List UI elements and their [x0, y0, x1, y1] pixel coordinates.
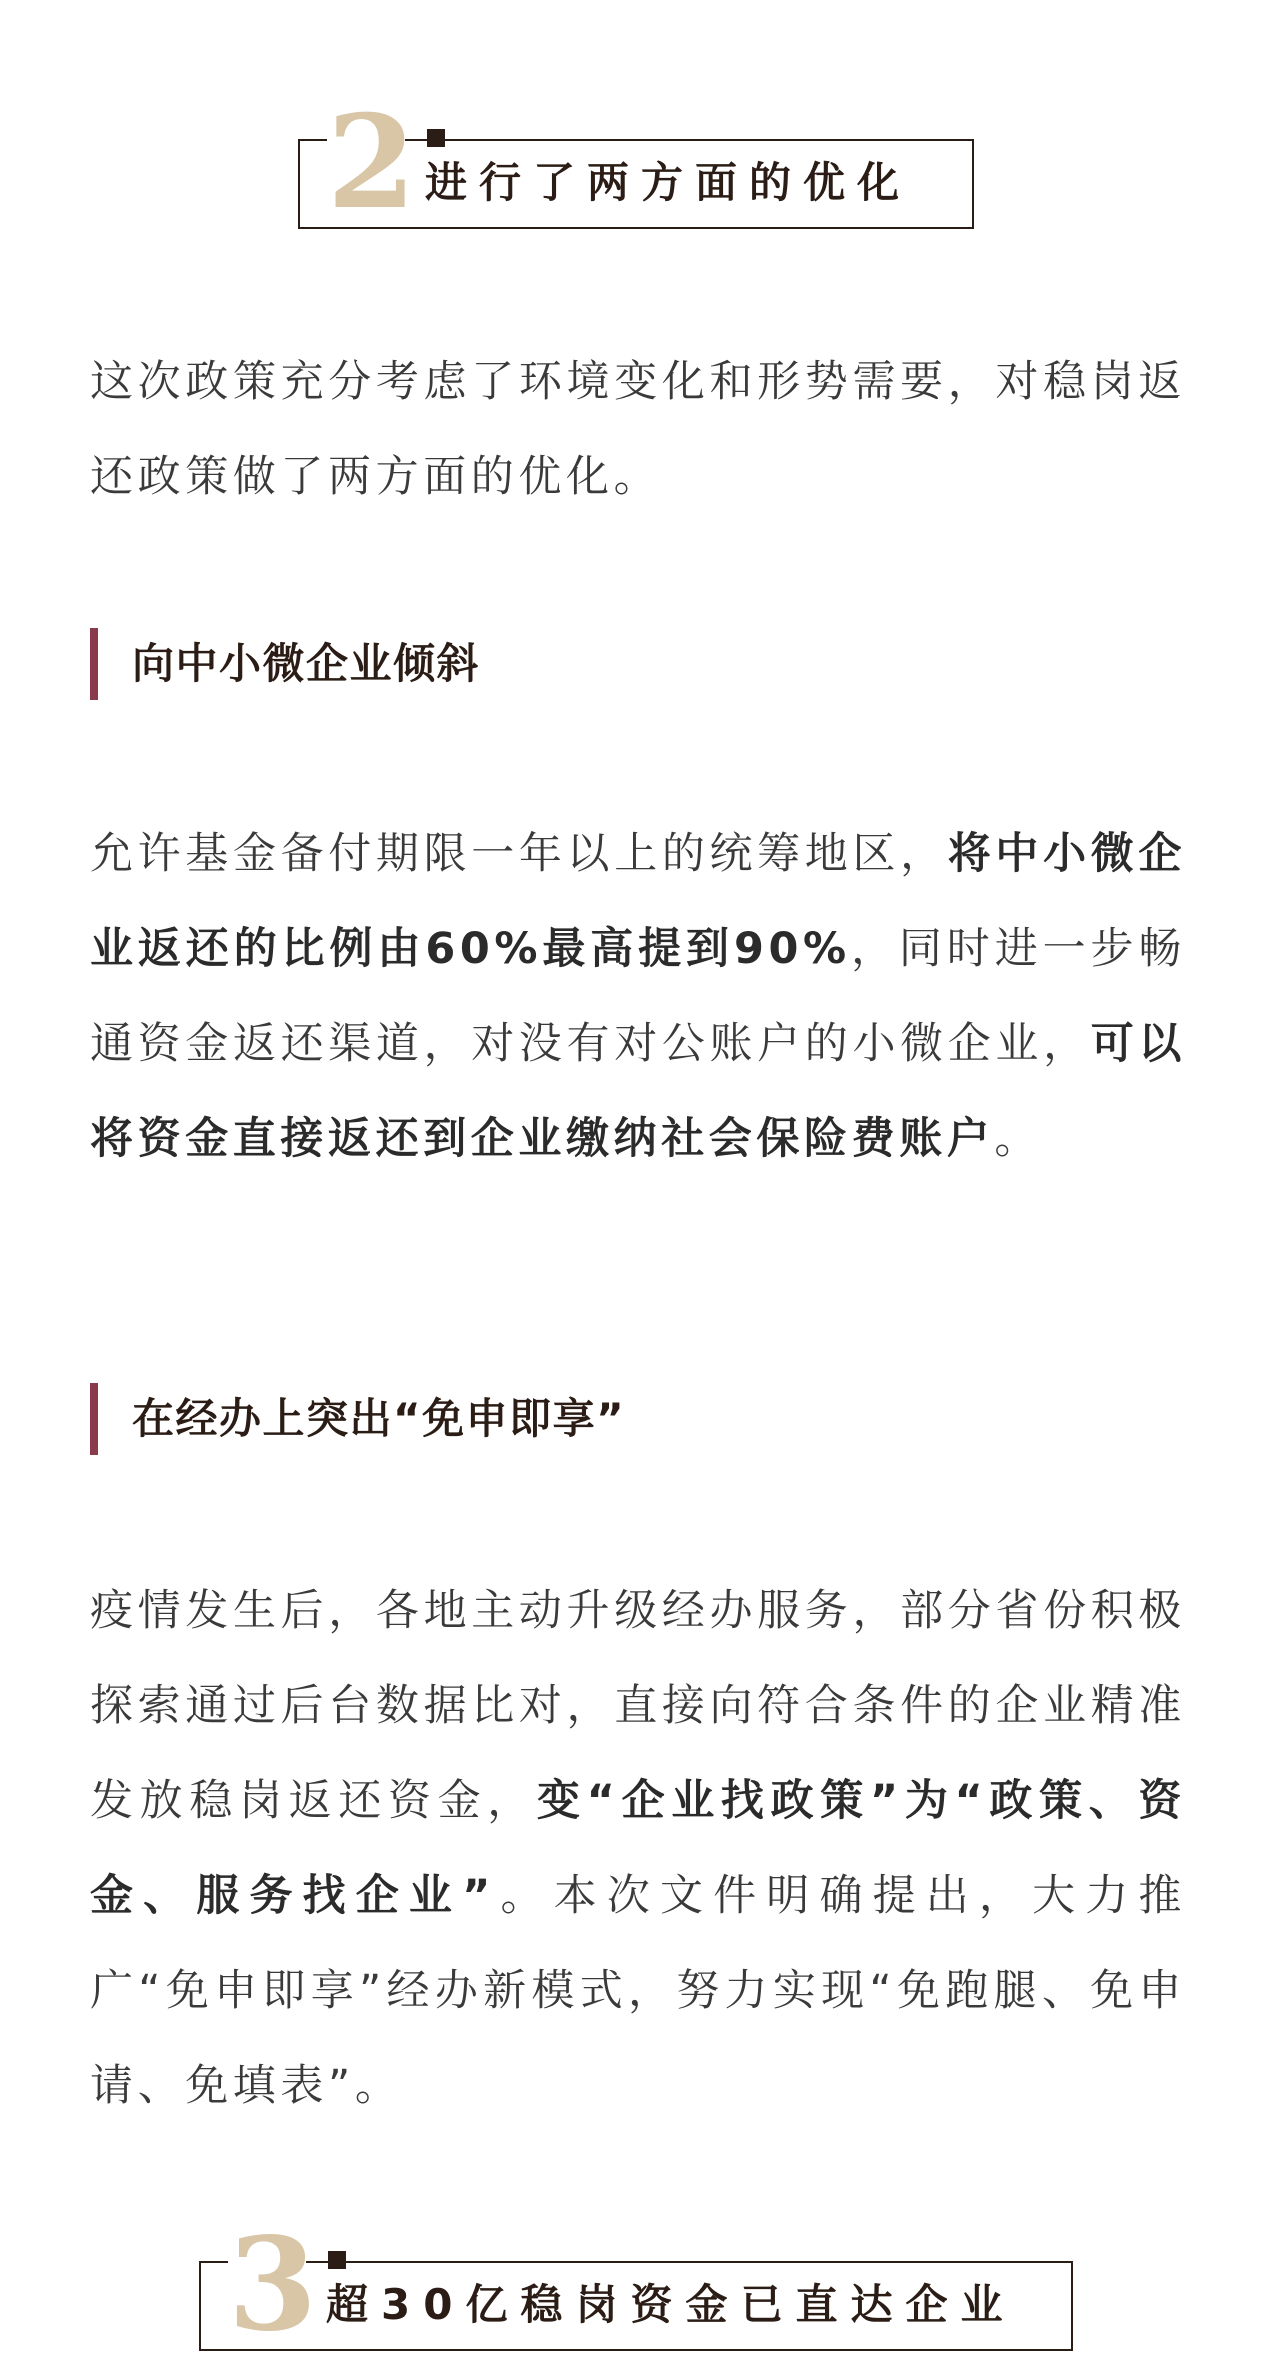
small-business-bold-2: 可以将资金直接返还到企业缴纳社会保险费账户 [90, 1019, 1186, 1164]
intro-paragraph: 这次政策充分考虑了环境变化和形势需要，对稳岗返还政策做了两方面的优化。 [90, 357, 1186, 502]
subheading-exempt-application [90, 1383, 1090, 1455]
header-square-marker [328, 2251, 346, 2269]
section-2-header [298, 88, 974, 238]
section-2-number: 2 [327, 88, 417, 238]
small-business-text-2: ，同时进一步畅通资金返还渠道，对没有对公账户的小微企业， [90, 924, 1187, 1069]
subheading-small-business [90, 628, 1090, 700]
section-3-title: 超30亿稳岗资金已直达企业 [326, 2280, 1016, 2329]
exempt-text-2: 。本次文件明确提出，大力推广“免申即享”经办新模式，努力实现“免跑腿、免申请、免填表”。 [90, 1871, 1186, 2111]
small-business-paragraph [90, 807, 1186, 1187]
subheading-exempt-application-text: 在经办上突出“免申即享” [132, 1394, 626, 1443]
exempt-text-1: 疫情发生后，各地主动升级经办服务，部分省份积极探索通过后台数据比对，直接向符合条件的企业精准发放稳岗返还资金， [90, 1586, 1186, 1826]
exempt-application-paragraph [90, 1564, 1186, 2134]
subheading-accent-bar [90, 628, 98, 700]
section-3-header [199, 2210, 1073, 2360]
small-business-text-3: 。 [994, 1114, 1043, 1164]
small-business-bold-1: 将中小微企业返还的比例由60%最高提到90% [90, 829, 1186, 974]
section-3-number: 3 [228, 2210, 318, 2360]
small-business-text-1: 允许基金备付期限一年以上的统筹地区， [90, 829, 948, 879]
subheading-accent-bar [90, 1383, 98, 1455]
exempt-bold-1: 变“企业找政策”为“政策、资金、服务找企业” [90, 1776, 1186, 1921]
header-square-marker [427, 129, 445, 147]
subheading-small-business-text: 向中小微企业倾斜 [132, 639, 481, 688]
section-2-title: 进行了两方面的优化 [425, 158, 912, 207]
